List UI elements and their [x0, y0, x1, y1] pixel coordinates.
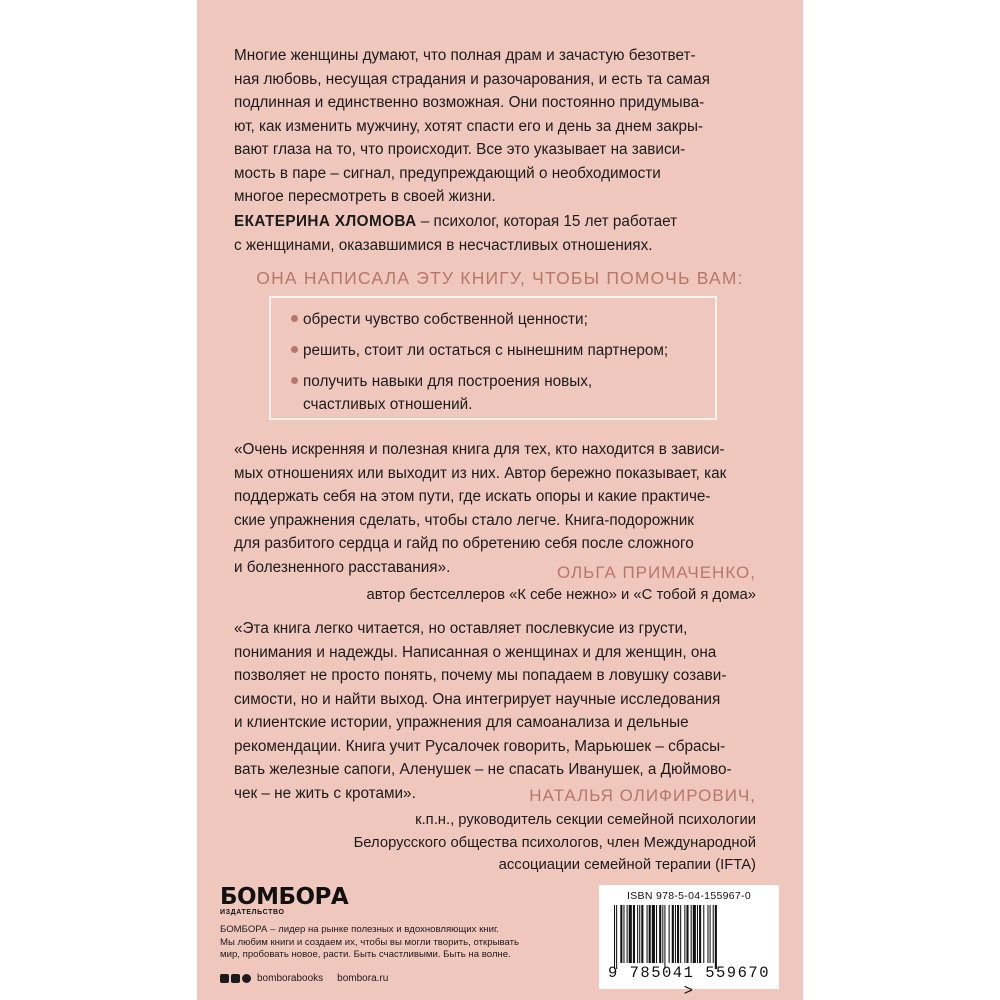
- help-list-box: [269, 296, 717, 420]
- barcode-bar: [649, 905, 651, 963]
- barcode-bar: [652, 905, 655, 963]
- bullet-icon: [291, 315, 298, 322]
- barcode-bar: [656, 905, 657, 963]
- publisher-social: [220, 973, 388, 984]
- review-credit-1: автор бестселлеров «К себе нежно» и «С тобой я дома»: [366, 587, 756, 603]
- barcode-bar: [707, 905, 708, 963]
- help-list-item: получить навыки для построения новых, счастливых отношений.: [291, 370, 711, 416]
- barcode-bar: [699, 905, 701, 963]
- back-cover: [197, 0, 803, 1000]
- barcode-bar: [703, 905, 704, 963]
- barcode-panel: [599, 885, 779, 1000]
- ean-number: 9 785041 559670 >: [607, 964, 771, 1000]
- review-author-2: НАТАЛЬЯ ОЛИФИРОВИЧ,: [529, 786, 756, 805]
- instagram-icon: [242, 974, 251, 983]
- publisher-logo: БОМБОРА: [220, 884, 349, 910]
- publisher-description: БОМБОРА – лидер на рынке полезных и вдохновляющих книг. Мы любим книги и создаем их, чтобы вы могли творить, открывать мир, пробовать новое, расти. Быть счастливыми. Быть на волне.: [220, 924, 519, 961]
- barcode-bar: [669, 905, 670, 963]
- review-quote-2: «Эта книга легко читается, но оставляет послевкусие из грусти, понимания и надежды. Написанная о женщинах и для женщин, она позволяет не просто понять, почему мы попадаем в ловушку созави- симости, но и найти выход. Она интегрирует научные исследования и клиентские истории, упражнения для самоанализа и дельные рекомендации. Книга учит Русалочек говорить, Марьюшек – сбрасы- вать железные сапоги, Аленушек – не спасать Иванушек, а Дюймово- чек – не жить с кротами».: [234, 620, 732, 802]
- barcode-bar: [616, 905, 617, 969]
- bullet-icon: [291, 346, 298, 353]
- barcode-bar: [633, 905, 635, 963]
- barcode-bar: [614, 905, 615, 969]
- barcode-bar: [675, 905, 676, 963]
- help-list-item: решить, стоит ли остаться с нынешним партнером;: [291, 339, 711, 362]
- barcode-bar: [639, 905, 640, 963]
- barcode-bar: [627, 905, 628, 963]
- vk-icon: [231, 974, 240, 983]
- author-name: ЕКАТЕРИНА ХЛОМОВА: [234, 213, 417, 230]
- barcode-bar: [697, 905, 698, 963]
- barcode-bar: [623, 905, 624, 963]
- barcode-bar: [629, 905, 632, 963]
- review-quote-1: «Очень искренняя и полезная книга для тех, кто находится в зависи- мых отношениях или выходит из них. Автор бережно показывает, как поддержать себя на этом пути, где искать опоры и какие практиче- ские упражнения сделать, чтобы стало легче. Книга-подорожник для разбитого сердца и гайд по обретению себя после сложного и болезненного расставания».: [234, 441, 727, 576]
- barcode-bar: [680, 905, 681, 963]
- barcode-bar: [684, 905, 685, 963]
- publisher-website: bombora.ru: [337, 973, 389, 984]
- facebook-icon: [220, 974, 229, 983]
- barcode-bar: [693, 905, 696, 963]
- barcode-bar: [647, 905, 648, 963]
- help-list-item: обрести чувство собственной ценности;: [291, 308, 711, 331]
- review-credit-2: к.п.н., руководитель секции семейной психологии Белорусского общества психологов, член Международной ассоциации семейной терапии (IFTA): [353, 812, 756, 873]
- barcode-bar: [641, 905, 643, 963]
- isbn-number: ISBN 978-5-04-155967-0: [627, 890, 751, 902]
- author-paragraph: [234, 210, 774, 257]
- barcode-bar: [710, 905, 711, 963]
- intro-paragraph: Многие женщины думают, что полная драм и зачастую безответ- ная любовь, несущая страдания и разочарования, и есть та самая подлинная и единственно возможная. Они постоянно придумыва- ют, как изменить мужчину, хотят спасти его и день за днем закры- вают глаза на то, что происходит. Все это указывает на зависи- мость в паре – сигнал, предупреждающий о необходимости многое пересмотреть в своей жизни.: [234, 47, 710, 205]
- social-handle: bomborabooks: [257, 973, 324, 984]
- help-heading: ОНА НАПИСАЛА ЭТУ КНИГУ, ЧТОБЫ ПОМОЧЬ ВАМ:: [256, 268, 744, 288]
- barcode-bar: [662, 905, 663, 963]
- barcode-image: [612, 905, 766, 969]
- barcode-bar: [713, 905, 714, 963]
- barcode-bar: [691, 905, 692, 963]
- barcode-bar: [715, 905, 717, 969]
- review-author-1: ОЛЬГА ПРИМАЧЕНКО,: [556, 563, 756, 582]
- bullet-icon: [291, 377, 298, 384]
- barcode-bar: [664, 905, 665, 969]
- publisher-logo-subtitle: ИЗДАТЕЛЬСТВО: [220, 909, 285, 916]
- barcode-bar: [659, 905, 661, 963]
- barcode-bar: [677, 905, 679, 963]
- barcode-bar: [637, 905, 638, 963]
- barcode-bar: [672, 905, 674, 963]
- barcode-bar: [620, 905, 622, 963]
- barcode-bar: [686, 905, 688, 963]
- author-description: – психолог, которая 15 лет работает с женщинами, оказавшимися в несчастливых отношениях.: [234, 213, 678, 254]
